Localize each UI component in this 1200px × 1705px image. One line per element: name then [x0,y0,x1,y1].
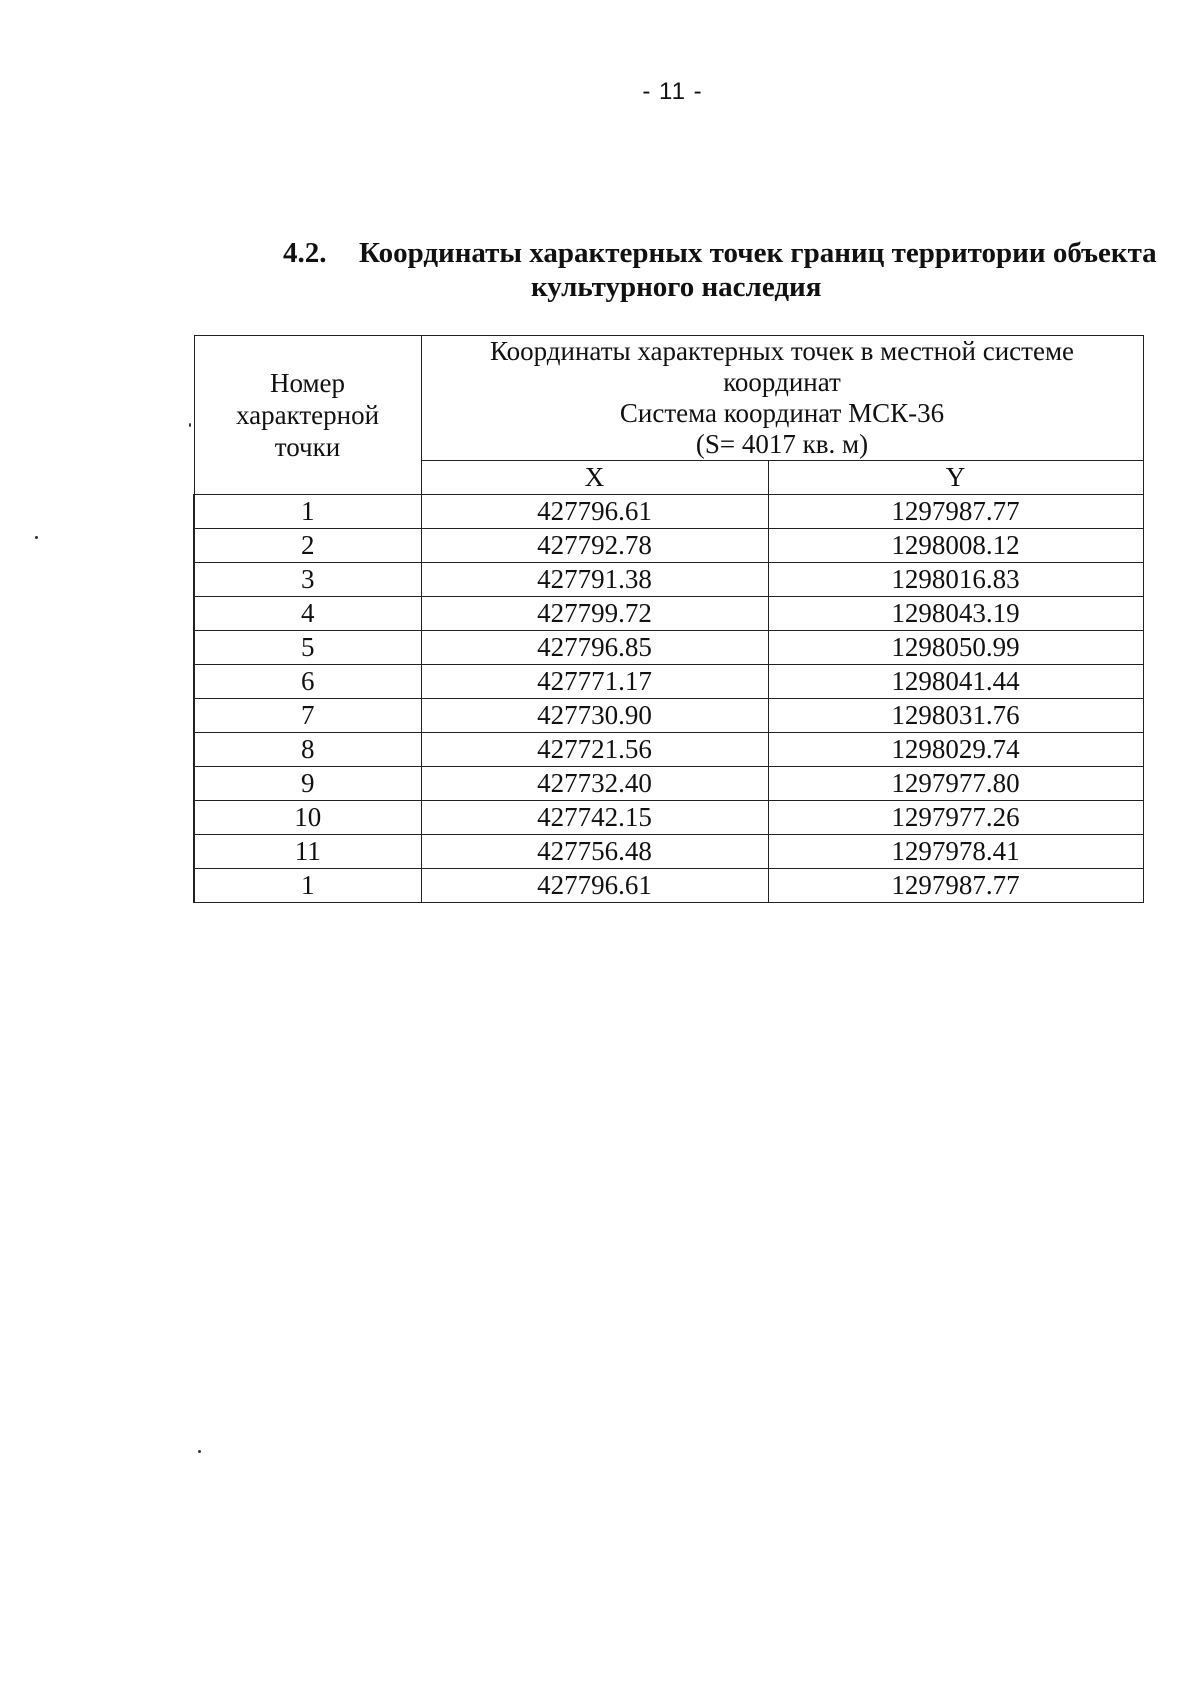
table-row [194,699,1143,733]
point-number-cell: 5 [194,631,421,665]
coordinate-system-header-line: (S= 4017 кв. м) [695,429,869,459]
point-number-cell: 8 [194,733,421,767]
table-row [194,597,1143,631]
table-row [194,801,1143,835]
y-coordinate-cell: 1298050.99 [768,631,1143,665]
y-coordinate-cell: 1297977.80 [768,767,1143,801]
table-row [194,835,1143,869]
x-coordinate-cell: 427732.40 [421,767,768,801]
x-coordinate-cell: 427756.48 [421,835,768,869]
x-coordinate-cell: 427796.61 [421,869,768,903]
x-coordinate-cell: 427742.15 [421,801,768,835]
x-coordinate-cell: 427771.17 [421,665,768,699]
point-number-cell: 4 [194,597,421,631]
table-row [194,495,1143,529]
y-coordinate-cell: 1297978.41 [768,835,1143,869]
x-coordinate-cell: 427721.56 [421,733,768,767]
coordinate-system-header-line: Система координат МСК-36 [619,398,945,428]
y-coordinate-cell: 1298043.19 [768,597,1143,631]
section-number: 4.2. [283,237,327,269]
table-row [194,631,1143,665]
point-number-cell: 2 [194,529,421,563]
page-number: - 11 - [642,78,703,105]
x-coordinate-cell: 427791.38 [421,563,768,597]
table-row [194,767,1143,801]
point-number-header-line: Номер [269,368,346,398]
x-coordinate-cell: 427796.61 [421,495,768,529]
coordinate-system-header [421,336,1143,461]
x-coordinate-cell: 427796.85 [421,631,768,665]
y-coordinate-cell: 1297987.77 [768,495,1143,529]
y-coordinate-cell: 1297987.77 [768,869,1143,903]
point-number-cell: 1 [194,869,421,903]
point-number-cell: 10 [194,801,421,835]
x-coordinate-cell: 427730.90 [421,699,768,733]
scan-speck [35,536,38,539]
section-title-line-1: Координаты характерных точек границ территории объекта [359,237,1157,269]
y-coordinate-cell: 1298008.12 [768,529,1143,563]
y-coordinate-cell: 1297977.26 [768,801,1143,835]
x-coordinate-cell: 427799.72 [421,597,768,631]
coordinate-system-header-line: координат [723,367,841,397]
point-number-cell: 7 [194,699,421,733]
coordinate-system-header-line: Координаты характерных точек в местной системе [489,336,1075,366]
x-column-header: X [421,461,768,495]
y-coordinate-cell: 1298029.74 [768,733,1143,767]
y-coordinate-cell: 1298016.83 [768,563,1143,597]
point-number-header-line: точки [274,432,341,462]
point-number-cell: 9 [194,767,421,801]
section-heading [283,236,1157,304]
x-coordinate-cell: 427792.78 [421,529,768,563]
point-number-cell: 3 [194,563,421,597]
point-number-cell: 1 [194,495,421,529]
table-row [194,529,1143,563]
point-number-cell: 11 [194,835,421,869]
table-row [194,733,1143,767]
section-title-line-2: культурного наследия [531,271,822,303]
point-number-header [194,336,421,495]
y-coordinate-cell: 1298031.76 [768,699,1143,733]
scan-speck [189,423,191,427]
table-row [194,665,1143,699]
y-column-header: Y [768,461,1143,495]
coordinates-table [193,335,1144,903]
table-row [194,869,1143,903]
scan-speck [198,1450,201,1453]
table-header-row [194,336,1143,461]
point-number-header-line: характерной [235,400,380,430]
point-number-cell: 6 [194,665,421,699]
table-row [194,563,1143,597]
y-coordinate-cell: 1298041.44 [768,665,1143,699]
